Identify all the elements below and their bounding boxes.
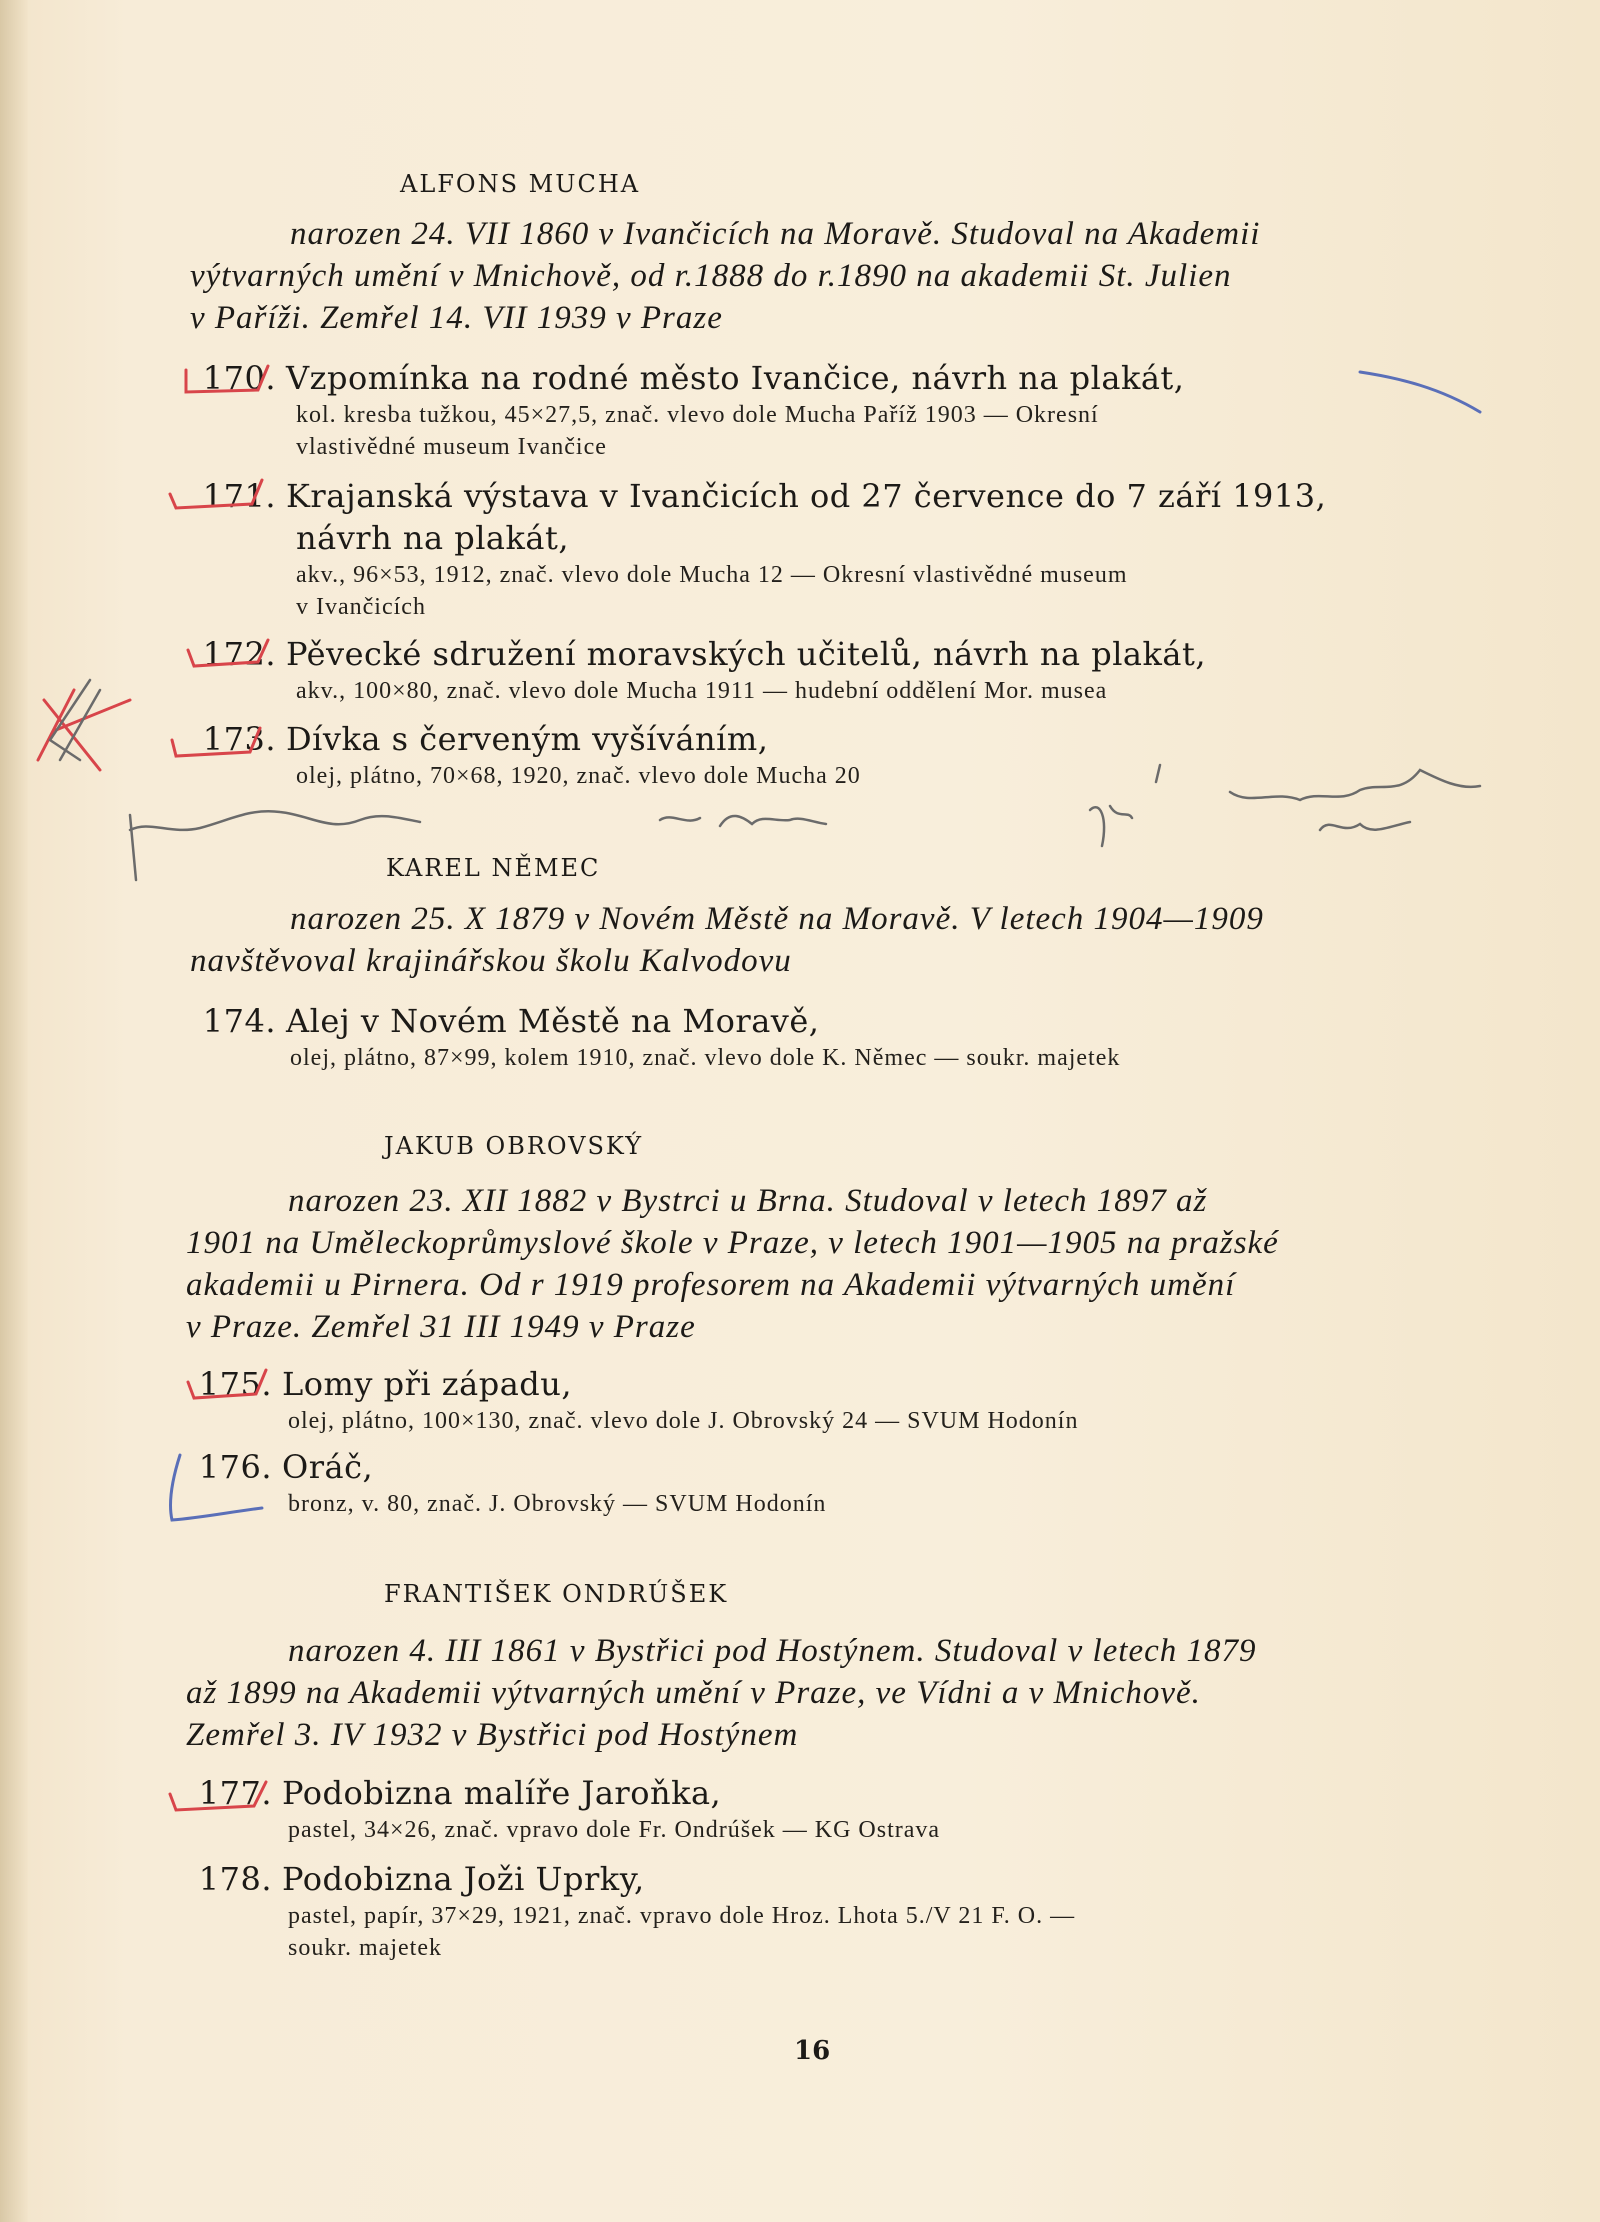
entry-number: 177.	[198, 1774, 272, 1812]
catalog-entry	[186, 1858, 1075, 1964]
bio-line: až 1899 na Akademii výtvarných umění v Praze, ve Vídni a v Mnichově.	[186, 1675, 1201, 1711]
catalog-entry	[186, 1772, 940, 1846]
entry-title: návrh na plakát,	[296, 519, 569, 557]
bio-line: výtvarných umění v Mnichově, od r.1888 do r.1890 na akademii St. Julien	[190, 258, 1232, 294]
entry-detail-line: kol. kresba tužkou, 45×27,5, znač. vlevo dole Mucha Paříž 1903 — Okresní	[296, 402, 1099, 428]
entry-title: Pěvecké sdružení moravských učitelů, návrh na plakát,	[286, 635, 1206, 673]
artist-bio	[190, 898, 1470, 982]
bio-line: v Praze. Zemřel 31 III 1949 v Praze	[186, 1309, 696, 1345]
entry-number: 173.	[202, 720, 276, 758]
catalog-entry	[190, 475, 1326, 623]
catalog-entry	[186, 1446, 826, 1520]
entry-detail-line: akv., 96×53, 1912, znač. vlevo dole Mucha 12 — Okresní vlastivědné museum	[296, 562, 1128, 588]
artist-heading: FRANTIŠEK ONDRÚŠEK	[384, 1580, 729, 1608]
bio-line: narozen 25. X 1879 v Novém Městě na Moravě. V letech 1904—1909	[290, 901, 1264, 937]
entry-detail-line: pastel, 34×26, znač. vpravo dole Fr. Ondrúšek — KG Ostrava	[288, 1817, 941, 1843]
entry-title: Dívka s červeným vyšíváním,	[286, 720, 769, 758]
bio-line: navštěvoval krajinářskou školu Kalvodovu	[190, 943, 792, 979]
entry-title: Podobizna malíře Jaroňka,	[282, 1774, 722, 1812]
entry-number: 175.	[198, 1365, 272, 1403]
entry-number: 172.	[202, 635, 276, 673]
page-number: 16	[794, 2036, 831, 2066]
entry-title: Alej v Novém Městě na Moravě,	[286, 1002, 820, 1040]
entry-title: Lomy při západu,	[282, 1365, 573, 1403]
entry-detail-line: pastel, papír, 37×29, 1921, znač. vpravo dole Hroz. Lhota 5./V 21 F. O. —	[288, 1903, 1076, 1929]
catalog-entry	[186, 1363, 1078, 1437]
catalog-entry	[190, 357, 1184, 463]
bio-line: 1901 na Uměleckoprůmyslové škole v Praze, v letech 1901—1905 na pražské	[186, 1225, 1279, 1261]
catalog-entry	[190, 1000, 1120, 1074]
entry-detail-line: olej, plátno, 70×68, 1920, znač. vlevo dole Mucha 20	[296, 763, 861, 789]
entry-number: 174.	[202, 1002, 276, 1040]
page-edge-shadow	[0, 0, 28, 2222]
entry-number: 176.	[198, 1448, 272, 1486]
bio-line: narozen 24. VII 1860 v Ivančicích na Moravě. Studoval na Akademii	[290, 216, 1261, 252]
artist-heading: ALFONS MUCHA	[400, 170, 641, 198]
entry-title: Podobizna Joži Uprky,	[282, 1860, 645, 1898]
entry-detail-line: olej, plátno, 87×99, kolem 1910, znač. vlevo dole K. Němec — soukr. majetek	[290, 1045, 1121, 1071]
entry-title: Krajanská výstava v Ivančicích od 27 července do 7 září 1913,	[286, 477, 1327, 515]
artist-heading: KAREL NĚMEC	[386, 854, 601, 882]
entry-detail-line: v Ivančicích	[296, 594, 426, 620]
artist-heading: JAKUB OBROVSKÝ	[384, 1132, 644, 1160]
catalog-entry	[190, 718, 861, 792]
entry-detail-line: olej, plátno, 100×130, znač. vlevo dole J. Obrovský 24 — SVUM Hodonín	[288, 1408, 1079, 1434]
artist-bio	[186, 1180, 1466, 1348]
entry-detail-line: bronz, v. 80, znač. J. Obrovský — SVUM Hodonín	[288, 1491, 827, 1517]
entry-detail-line: akv., 100×80, znač. vlevo dole Mucha 1911 — hudební oddělení Mor. musea	[296, 678, 1108, 704]
bio-line: Zemřel 3. IV 1932 v Bystřici pod Hostýnem	[186, 1717, 799, 1753]
bio-line: akademii u Pirnera. Od r 1919 profesorem na Akademii výtvarných umění	[186, 1267, 1236, 1303]
entry-detail-line: soukr. majetek	[288, 1935, 442, 1961]
entry-detail-line: vlastivědné museum Ivančice	[296, 434, 607, 460]
bio-line: narozen 23. XII 1882 v Bystrci u Brna. Studoval v letech 1897 až	[288, 1183, 1208, 1219]
entry-number: 170.	[202, 359, 276, 397]
bio-line: narozen 4. III 1861 v Bystřici pod Hostýnem. Studoval v letech 1879	[288, 1633, 1257, 1669]
catalog-entry	[190, 633, 1206, 707]
artist-bio	[186, 1630, 1466, 1756]
bio-line: v Paříži. Zemřel 14. VII 1939 v Praze	[190, 300, 723, 336]
entry-number: 171.	[202, 477, 276, 515]
entry-title: Vzpomínka na rodné město Ivančice, návrh na plakát,	[286, 359, 1185, 397]
artist-bio	[190, 213, 1470, 339]
entry-number: 178.	[198, 1860, 272, 1898]
entry-title: Oráč,	[282, 1448, 374, 1486]
